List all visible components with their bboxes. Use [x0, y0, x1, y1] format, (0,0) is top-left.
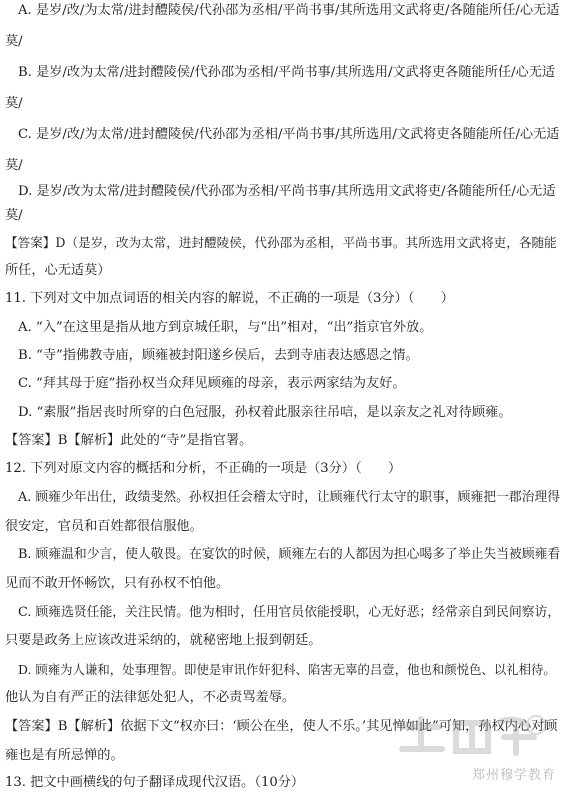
option-a-line2: 莫/ — [5, 34, 23, 49]
answer-12-line2: 雍也是有所忌惮的。 — [5, 748, 124, 763]
option-c-line1: C. 是岁/改/为太常/进封醴陵侯/代孙邵为丞相/平尚书事/其所选用/文武将吏各随能所任/心无适 — [18, 127, 560, 142]
question-13: 13. 把文中画横线的句子翻译成现代汉语。（10分） — [5, 775, 305, 790]
question-12-option-b-line1: B. 顾雍温和少言，使人敬畏。在宴饮的时候，顾雍左右的人都因为担心喝多了举止失当被顾雍看 — [18, 547, 561, 562]
watermark-text: 郑州穆学教育 — [471, 768, 556, 783]
answer-10-line1: 【答案】D（是岁，改为太常，进封醴陵侯，代孙邵为丞相，平尚书事。其所选用文武将吏，各随能 — [5, 235, 557, 250]
question-12-option-c-line2: 只要是政务上应该改进采纳的，就秘密地上报到朝廷。 — [5, 633, 322, 648]
question-12-option-d-line2: 他认为自有严正的法律惩处犯人，不必责骂羞辱。 — [5, 690, 296, 705]
answer-10-line2: 所任，心无适莫） — [5, 263, 111, 278]
answer-12-line1: 【答案】B【解析】依据下文“权亦曰：‘顾公在坐，使人不乐。’其见惮如此”可知，孙权内心对顾 — [5, 719, 558, 734]
question-12-option-a-line1: A. 顾雍少年出仕，政绩斐然。孙权担任会稽太守时，让顾雍代行太守的职事，顾雍把一郡治理得 — [18, 490, 561, 505]
question-12-option-d-line1: D. 顾雍为人谦和，处事理智。即使是审讯作奸犯科、陷害无辜的吕壹，他也和颜悦色、以礼相待。 — [18, 662, 556, 677]
question-12-option-c-line1: C. 顾雍选贤任能，关注民情。他为相时，任用官员依能授职，心无好恶；经常亲自到民间察访， — [18, 605, 561, 620]
question-11-option-c: C. “拜其母于庭”指孙权当众拜见顾雍的母亲，表示两家结为友好。 — [18, 376, 406, 391]
question-11-option-b: B. “寺”指佛教寺庙，顾雍被封阳遂乡侯后，去到寺庙表达感恩之情。 — [18, 348, 419, 363]
question-11-option-a: A. “入”在这里是指从地方到京城任职，与“出”相对，“出”指京官外放。 — [18, 320, 433, 335]
question-11-option-d: D. “素服”指居丧时所穿的白色冠服，孙权着此服亲往吊唁，是以亲友之礼对待顾雍。 — [18, 405, 512, 420]
option-d-line1: D. 是岁/改为太常/进封醴陵侯/代孙邵为丞相/平尚书事/其所选用文武将吏/各随能所任/心无适 — [18, 184, 556, 199]
question-12-option-b-line2: 见而不敢开怀畅饮，只有孙权不怕他。 — [5, 576, 230, 591]
option-c-line2: 莫/ — [5, 158, 23, 173]
option-b-line1: B. 是岁/改为太常/进封醴陵侯/代孙邵为丞相/平尚书事/其所选用/文武将吏各随能所任/心无适 — [18, 65, 556, 80]
question-11: 11. 下列对文中加点词语的相关内容的解说，不正确的一项是（3分）（ ） — [5, 291, 454, 306]
question-12: 12. 下列对原文内容的概括和分析，不正确的一项是（3分）（ ） — [5, 461, 402, 476]
question-12-option-a-line2: 很安定，官员和百姓都很信服他。 — [5, 519, 203, 534]
option-d-line2: 莫/ — [5, 208, 23, 223]
option-b-line2: 莫/ — [5, 96, 23, 111]
answer-11: 【答案】B【解析】此处的“寺”是指官署。 — [5, 433, 253, 448]
option-a-line1: A. 是岁/改/为太常/进封醴陵侯/代孙邵为丞相/平尚书事/其所选用文武将吏/各随能所任/心无适 — [18, 3, 560, 18]
